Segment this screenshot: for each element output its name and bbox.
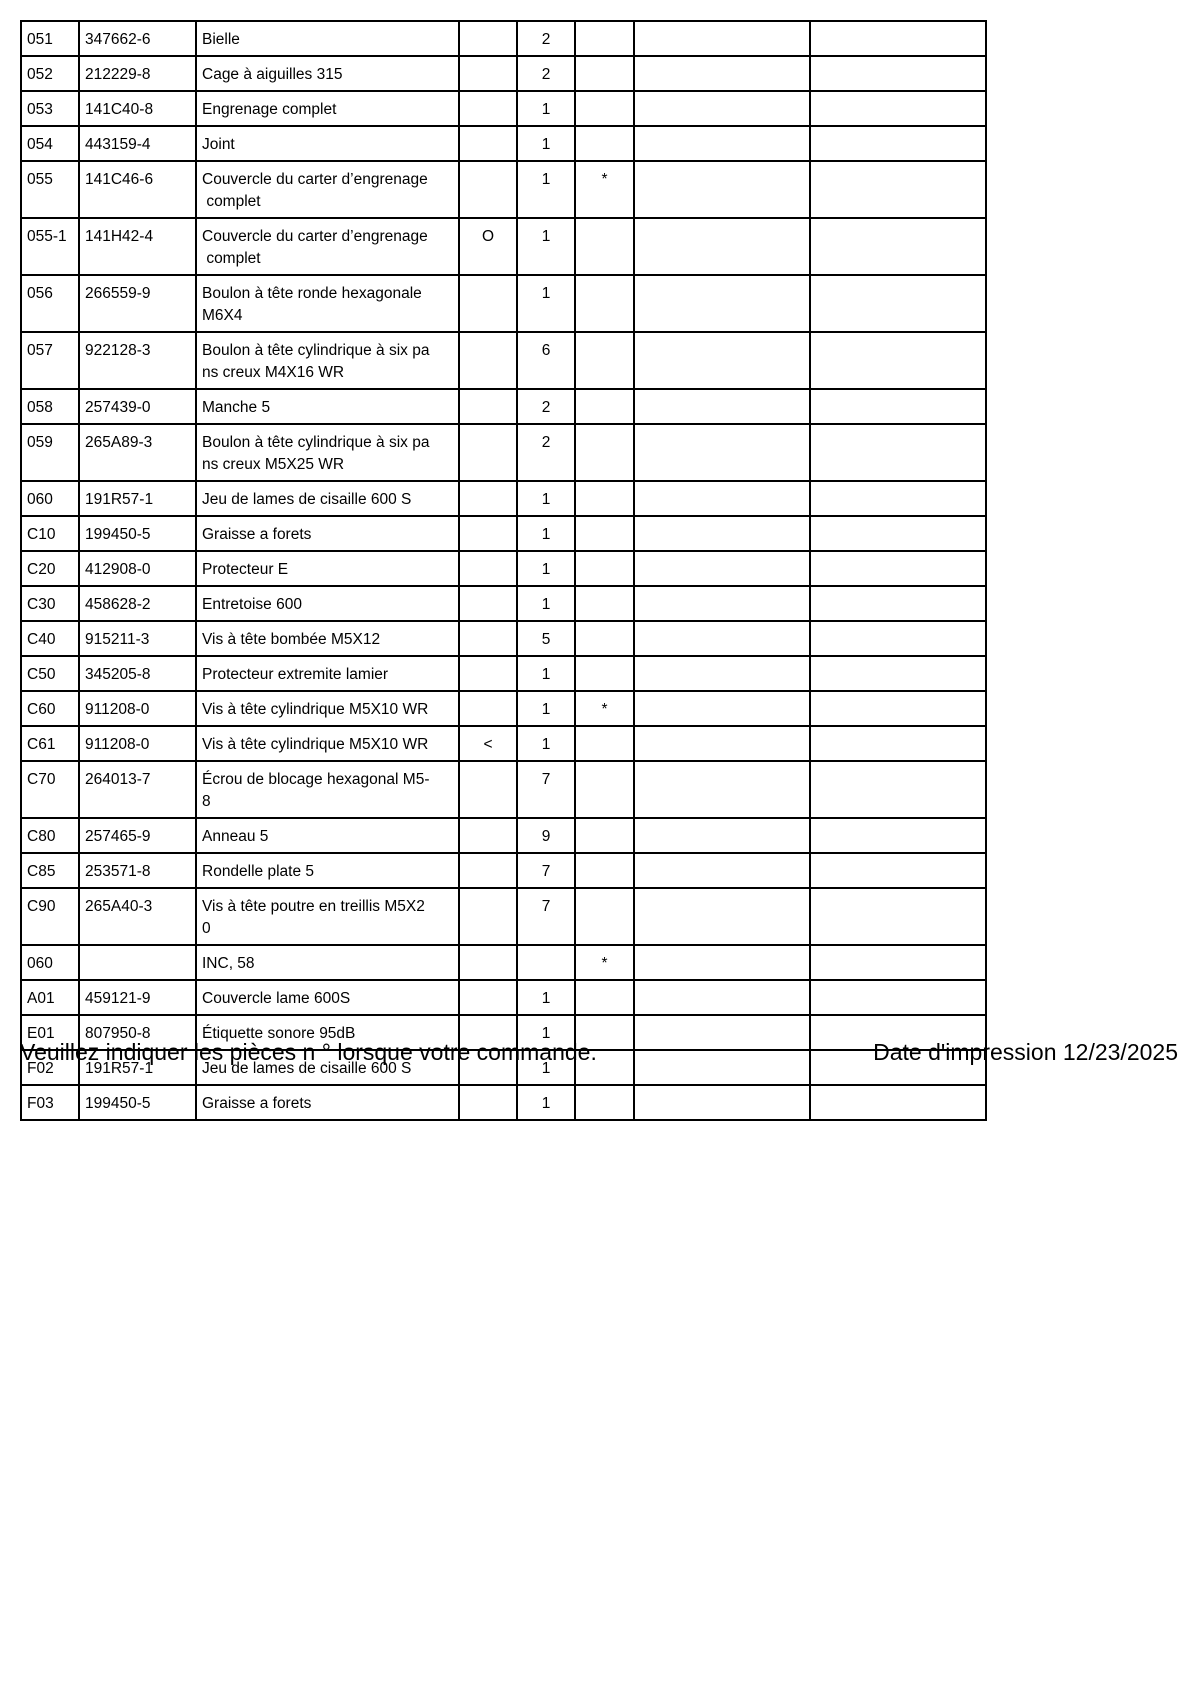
table-row bbox=[21, 621, 986, 656]
quantity-cell: 2 bbox=[517, 424, 575, 481]
empty-cell bbox=[810, 332, 986, 389]
note-cell bbox=[575, 481, 634, 516]
item-number-cell: C60 bbox=[21, 691, 79, 726]
description-cell: Vis à tête cylindrique M5X10 WR bbox=[196, 691, 459, 726]
note-cell bbox=[575, 586, 634, 621]
part-number-cell: 265A89-3 bbox=[79, 424, 196, 481]
note-cell: * bbox=[575, 945, 634, 980]
item-number-cell: C70 bbox=[21, 761, 79, 818]
empty-cell bbox=[634, 218, 810, 275]
empty-cell bbox=[810, 586, 986, 621]
part-number-cell: 253571-8 bbox=[79, 853, 196, 888]
remark-cell bbox=[459, 275, 517, 332]
note-cell bbox=[575, 621, 634, 656]
quantity-cell: 6 bbox=[517, 332, 575, 389]
empty-cell bbox=[634, 516, 810, 551]
table-row bbox=[21, 586, 986, 621]
part-number-cell: 141C40-8 bbox=[79, 91, 196, 126]
description-cell: Vis à tête cylindrique M5X10 WR bbox=[196, 726, 459, 761]
remark-cell bbox=[459, 332, 517, 389]
description-cell: Entretoise 600 bbox=[196, 586, 459, 621]
description-cell: Couvercle du carter d’engrenage complet bbox=[196, 218, 459, 275]
table-row bbox=[21, 424, 986, 481]
empty-cell bbox=[810, 126, 986, 161]
quantity-cell: 1 bbox=[517, 691, 575, 726]
part-number-cell: 141C46-6 bbox=[79, 161, 196, 218]
note-cell bbox=[575, 656, 634, 691]
quantity-cell: 7 bbox=[517, 853, 575, 888]
empty-cell bbox=[810, 481, 986, 516]
item-number-cell: 051 bbox=[21, 21, 79, 56]
description-cell: Boulon à tête cylindrique à six pa ns creux M4X16 WR bbox=[196, 332, 459, 389]
item-number-cell: C10 bbox=[21, 516, 79, 551]
description-cell: Jeu de lames de cisaille 600 S bbox=[196, 1050, 459, 1085]
empty-cell bbox=[810, 818, 986, 853]
table-row bbox=[21, 516, 986, 551]
remark-cell: O bbox=[459, 218, 517, 275]
note-cell bbox=[575, 389, 634, 424]
part-number-cell bbox=[79, 945, 196, 980]
quantity-cell: 7 bbox=[517, 888, 575, 945]
note-cell bbox=[575, 91, 634, 126]
remark-cell bbox=[459, 1085, 517, 1120]
item-number-cell: 060 bbox=[21, 481, 79, 516]
empty-cell bbox=[810, 726, 986, 761]
empty-cell bbox=[810, 691, 986, 726]
quantity-cell: 5 bbox=[517, 621, 575, 656]
part-number-cell: 191R57-1 bbox=[79, 1050, 196, 1085]
part-number-cell: 257465-9 bbox=[79, 818, 196, 853]
item-number-cell: 059 bbox=[21, 424, 79, 481]
note-cell bbox=[575, 761, 634, 818]
table-row bbox=[21, 126, 986, 161]
description-cell: Étiquette sonore 95dB bbox=[196, 1015, 459, 1050]
note-cell: * bbox=[575, 161, 634, 218]
part-number-cell: 347662-6 bbox=[79, 21, 196, 56]
quantity-cell: 2 bbox=[517, 56, 575, 91]
quantity-cell: 2 bbox=[517, 21, 575, 56]
empty-cell bbox=[634, 761, 810, 818]
empty-cell bbox=[634, 424, 810, 481]
quantity-cell: 1 bbox=[517, 656, 575, 691]
description-cell: Vis à tête bombée M5X12 bbox=[196, 621, 459, 656]
description-cell: Engrenage complet bbox=[196, 91, 459, 126]
item-number-cell: C85 bbox=[21, 853, 79, 888]
note-cell bbox=[575, 818, 634, 853]
description-cell: Boulon à tête ronde hexagonale M6X4 bbox=[196, 275, 459, 332]
quantity-cell: 1 bbox=[517, 516, 575, 551]
table-row bbox=[21, 389, 986, 424]
description-cell: Écrou de blocage hexagonal M5- 8 bbox=[196, 761, 459, 818]
description-cell: Couvercle du carter d’engrenage complet bbox=[196, 161, 459, 218]
table-row bbox=[21, 945, 986, 980]
empty-cell bbox=[810, 551, 986, 586]
quantity-cell: 2 bbox=[517, 389, 575, 424]
empty-cell bbox=[810, 516, 986, 551]
part-number-cell: 458628-2 bbox=[79, 586, 196, 621]
empty-cell bbox=[634, 656, 810, 691]
quantity-cell: 1 bbox=[517, 91, 575, 126]
description-cell: Protecteur extremite lamier bbox=[196, 656, 459, 691]
empty-cell bbox=[634, 332, 810, 389]
empty-cell bbox=[634, 691, 810, 726]
note-cell bbox=[575, 551, 634, 586]
note-cell bbox=[575, 275, 634, 332]
empty-cell bbox=[634, 888, 810, 945]
part-number-cell: 212229-8 bbox=[79, 56, 196, 91]
table-row bbox=[21, 761, 986, 818]
remark-cell: < bbox=[459, 726, 517, 761]
note-cell bbox=[575, 218, 634, 275]
item-number-cell: 057 bbox=[21, 332, 79, 389]
quantity-cell: 1 bbox=[517, 126, 575, 161]
part-number-cell: 199450-5 bbox=[79, 516, 196, 551]
item-number-cell: 053 bbox=[21, 91, 79, 126]
description-cell: Rondelle plate 5 bbox=[196, 853, 459, 888]
description-cell: Protecteur E bbox=[196, 551, 459, 586]
note-cell bbox=[575, 1085, 634, 1120]
part-number-cell: 345205-8 bbox=[79, 656, 196, 691]
empty-cell bbox=[634, 389, 810, 424]
item-number-cell: 055 bbox=[21, 161, 79, 218]
part-number-cell: 191R57-1 bbox=[79, 481, 196, 516]
empty-cell bbox=[634, 1085, 810, 1120]
table-row bbox=[21, 481, 986, 516]
remark-cell bbox=[459, 586, 517, 621]
description-cell: Anneau 5 bbox=[196, 818, 459, 853]
empty-cell bbox=[634, 481, 810, 516]
empty-cell bbox=[634, 56, 810, 91]
empty-cell bbox=[634, 818, 810, 853]
empty-cell bbox=[634, 91, 810, 126]
quantity-cell: 7 bbox=[517, 761, 575, 818]
part-number-cell: 807950-8 bbox=[79, 1015, 196, 1050]
note-cell bbox=[575, 853, 634, 888]
empty-cell bbox=[810, 853, 986, 888]
quantity-cell: 1 bbox=[517, 726, 575, 761]
order-instruction: Veuillez indiquer les pièces n ° lorsque votre commande. bbox=[20, 1039, 597, 1065]
table-row bbox=[21, 980, 986, 1015]
part-number-cell: 264013-7 bbox=[79, 761, 196, 818]
item-number-cell: F03 bbox=[21, 1085, 79, 1120]
description-cell: INC, 58 bbox=[196, 945, 459, 980]
item-number-cell: C30 bbox=[21, 586, 79, 621]
empty-cell bbox=[634, 980, 810, 1015]
table-row bbox=[21, 1085, 986, 1120]
table-row bbox=[21, 91, 986, 126]
empty-cell bbox=[810, 888, 986, 945]
empty-cell bbox=[810, 761, 986, 818]
description-cell: Bielle bbox=[196, 21, 459, 56]
empty-cell bbox=[810, 56, 986, 91]
empty-cell bbox=[634, 945, 810, 980]
quantity-cell: 1 bbox=[517, 551, 575, 586]
item-number-cell: E01 bbox=[21, 1015, 79, 1050]
quantity-cell bbox=[517, 945, 575, 980]
note-cell bbox=[575, 56, 634, 91]
item-number-cell: A01 bbox=[21, 980, 79, 1015]
remark-cell bbox=[459, 56, 517, 91]
empty-cell bbox=[810, 91, 986, 126]
empty-cell bbox=[634, 726, 810, 761]
remark-cell bbox=[459, 945, 517, 980]
part-number-cell: 266559-9 bbox=[79, 275, 196, 332]
item-number-cell: C80 bbox=[21, 818, 79, 853]
remark-cell bbox=[459, 424, 517, 481]
print-date: Date d'impression 12/23/2025 bbox=[873, 1039, 1178, 1065]
description-cell: Joint bbox=[196, 126, 459, 161]
part-number-cell: 265A40-3 bbox=[79, 888, 196, 945]
note-cell bbox=[575, 126, 634, 161]
part-number-cell: 911208-0 bbox=[79, 726, 196, 761]
quantity-cell: 1 bbox=[517, 218, 575, 275]
empty-cell bbox=[810, 656, 986, 691]
table-row bbox=[21, 275, 986, 332]
item-number-cell: 056 bbox=[21, 275, 79, 332]
remark-cell bbox=[459, 126, 517, 161]
part-number-cell: 199450-5 bbox=[79, 1085, 196, 1120]
remark-cell bbox=[459, 481, 517, 516]
remark-cell bbox=[459, 980, 517, 1015]
remark-cell bbox=[459, 551, 517, 586]
item-number-cell: 052 bbox=[21, 56, 79, 91]
quantity-cell: 1 bbox=[517, 1015, 575, 1050]
description-cell: Boulon à tête cylindrique à six pa ns creux M5X25 WR bbox=[196, 424, 459, 481]
quantity-cell: 1 bbox=[517, 481, 575, 516]
empty-cell bbox=[810, 945, 986, 980]
remark-cell bbox=[459, 621, 517, 656]
remark-cell bbox=[459, 389, 517, 424]
quantity-cell: 1 bbox=[517, 161, 575, 218]
table-row bbox=[21, 161, 986, 218]
item-number-cell: 058 bbox=[21, 389, 79, 424]
remark-cell bbox=[459, 161, 517, 218]
part-number-cell: 915211-3 bbox=[79, 621, 196, 656]
empty-cell bbox=[810, 424, 986, 481]
quantity-cell: 1 bbox=[517, 1050, 575, 1085]
empty-cell bbox=[634, 621, 810, 656]
table-row bbox=[21, 56, 986, 91]
empty-cell bbox=[634, 161, 810, 218]
table-row bbox=[21, 551, 986, 586]
table-row bbox=[21, 888, 986, 945]
remark-cell bbox=[459, 818, 517, 853]
remark-cell bbox=[459, 888, 517, 945]
remark-cell bbox=[459, 761, 517, 818]
remark-cell bbox=[459, 516, 517, 551]
empty-cell bbox=[634, 1050, 810, 1085]
empty-cell bbox=[634, 853, 810, 888]
remark-cell bbox=[459, 91, 517, 126]
quantity-cell: 1 bbox=[517, 1085, 575, 1120]
description-cell: Cage à aiguilles 315 bbox=[196, 56, 459, 91]
quantity-cell: 1 bbox=[517, 275, 575, 332]
remark-cell bbox=[459, 853, 517, 888]
parts-table bbox=[20, 20, 987, 1121]
item-number-cell: C40 bbox=[21, 621, 79, 656]
quantity-cell: 1 bbox=[517, 980, 575, 1015]
note-cell: * bbox=[575, 691, 634, 726]
description-cell: Couvercle lame 600S bbox=[196, 980, 459, 1015]
table-row bbox=[21, 691, 986, 726]
empty-cell bbox=[810, 275, 986, 332]
empty-cell bbox=[810, 218, 986, 275]
table-row bbox=[21, 726, 986, 761]
note-cell bbox=[575, 516, 634, 551]
empty-cell bbox=[810, 21, 986, 56]
note-cell bbox=[575, 980, 634, 1015]
empty-cell bbox=[634, 126, 810, 161]
empty-cell bbox=[810, 621, 986, 656]
description-cell: Graisse a forets bbox=[196, 516, 459, 551]
table-row bbox=[21, 218, 986, 275]
quantity-cell: 9 bbox=[517, 818, 575, 853]
item-number-cell: 054 bbox=[21, 126, 79, 161]
empty-cell bbox=[810, 389, 986, 424]
remark-cell bbox=[459, 656, 517, 691]
description-cell: Jeu de lames de cisaille 600 S bbox=[196, 481, 459, 516]
description-cell: Manche 5 bbox=[196, 389, 459, 424]
empty-cell bbox=[634, 1015, 810, 1050]
note-cell bbox=[575, 888, 634, 945]
table-row bbox=[21, 332, 986, 389]
table-row bbox=[21, 853, 986, 888]
item-number-cell: C20 bbox=[21, 551, 79, 586]
description-cell: Graisse a forets bbox=[196, 1085, 459, 1120]
table-row bbox=[21, 21, 986, 56]
part-number-cell: 922128-3 bbox=[79, 332, 196, 389]
item-number-cell: C90 bbox=[21, 888, 79, 945]
parts-table-body bbox=[21, 21, 986, 1120]
empty-cell bbox=[634, 586, 810, 621]
item-number-cell: F02 bbox=[21, 1050, 79, 1085]
table-row bbox=[21, 818, 986, 853]
remark-cell bbox=[459, 691, 517, 726]
description-cell: Vis à tête poutre en treillis M5X2 0 bbox=[196, 888, 459, 945]
note-cell bbox=[575, 21, 634, 56]
part-number-cell: 257439-0 bbox=[79, 389, 196, 424]
note-cell bbox=[575, 726, 634, 761]
empty-cell bbox=[634, 21, 810, 56]
part-number-cell: 412908-0 bbox=[79, 551, 196, 586]
empty-cell bbox=[810, 161, 986, 218]
empty-cell bbox=[810, 1085, 986, 1120]
empty-cell bbox=[810, 980, 986, 1015]
part-number-cell: 141H42-4 bbox=[79, 218, 196, 275]
empty-cell bbox=[634, 551, 810, 586]
quantity-cell: 1 bbox=[517, 586, 575, 621]
table-row bbox=[21, 656, 986, 691]
remark-cell bbox=[459, 21, 517, 56]
item-number-cell: 055-1 bbox=[21, 218, 79, 275]
note-cell bbox=[575, 332, 634, 389]
note-cell bbox=[575, 424, 634, 481]
part-number-cell: 459121-9 bbox=[79, 980, 196, 1015]
item-number-cell: C61 bbox=[21, 726, 79, 761]
item-number-cell: 060 bbox=[21, 945, 79, 980]
empty-cell bbox=[634, 275, 810, 332]
item-number-cell: C50 bbox=[21, 656, 79, 691]
part-number-cell: 911208-0 bbox=[79, 691, 196, 726]
part-number-cell: 443159-4 bbox=[79, 126, 196, 161]
